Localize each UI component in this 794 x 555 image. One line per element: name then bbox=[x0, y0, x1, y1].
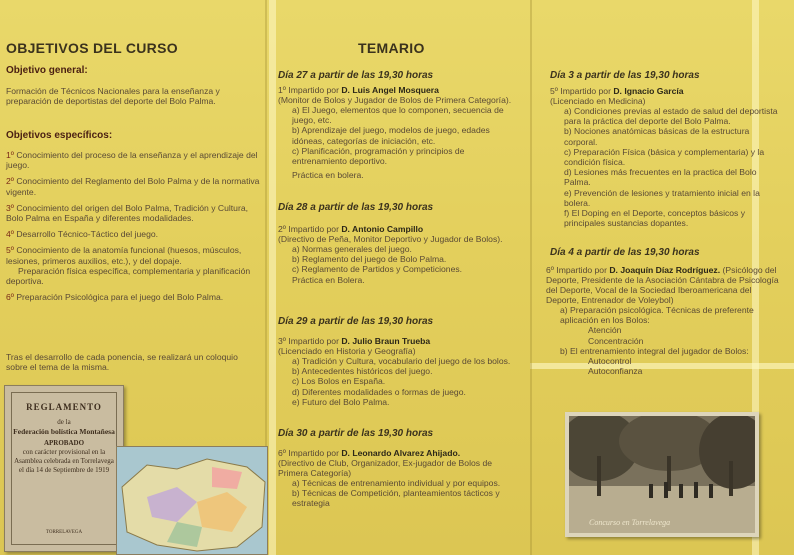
speaker-name: D. Julio Braun Trueba bbox=[341, 336, 431, 346]
speaker-name: D. Antonio Campillo bbox=[341, 224, 424, 234]
topic-list: a) Normas generales del juego. b) Reglamento del juego de Bolo Palma. c) Reglamento de Partidos y Competiciones. bbox=[292, 244, 463, 275]
topic-list: a) Preparación psicológica. Técnicas de preferente aplicación en los Bolos: Atención Concentración b) El entrenamiento integral del jugador de Bolos: Autocontrol Autoconfianza bbox=[560, 305, 754, 377]
day-heading: Día 28 a partir de las 19,30 horas bbox=[278, 202, 434, 213]
day-heading: Día 30 a partir de las 19,30 horas bbox=[278, 428, 434, 439]
day-block: 1º Impartido por D. Luis Angel Mosquera (Monitor de Bolos y Jugador de Bolos de Primera Categoría). a) El Juego, elementos que lo componen, secuencia de juego, etc. b) Aprendizaje del juego, modelos de juego, edades idóneas, categorías de iniciación, etc. c) Planificación, programación y principios de entrenamiento deportivo. Práctica en bolera. bbox=[278, 85, 518, 180]
topic-list: a) Técnicas de entrenamiento individual y por equipos. b) Técnicas de Competición, planteamientos tácticos y estrategia bbox=[292, 478, 501, 509]
closing-note: Tras el desarrollo de cada ponencia, se realizará un coloquio sobre el tema de la misma. bbox=[6, 352, 238, 373]
objective-item: 6º Preparación Psicológica para el juego del Bolo Palma. bbox=[6, 292, 224, 303]
schedule-panel-right bbox=[530, 0, 794, 555]
objective-item: 1º Conocimiento del proceso de la enseñanza y el aprendizaje del juego. bbox=[6, 150, 258, 171]
photo-caption: Concurso en Torrelavega bbox=[589, 518, 671, 527]
objectives-list bbox=[6, 150, 260, 308]
historic-bolos-photo bbox=[565, 412, 759, 537]
topic-list: a) El Juego, elementos que lo componen, secuencia de juego, etc. b) Aprendizaje del juego, modelos de juego, edades idóneas, categorías de iniciación, etc. c) Planificación, programación y principios de entrenamiento deportivo. bbox=[292, 105, 504, 167]
topic-list: a) Condiciones previas al estado de salud del deportista para la práctica del deporte del Bolo Palma. b) Nociones anatómicas básicas de la estructura corporal. c) Preparación Física (básica y complementaria) y la condición física. d) Lesiones más frecuentes en la practica del Bolo Palma. e) Prevención de lesiones y tratamiento inicial en la bolera. f) El Doping en el Deporte, conceptos básicos y principales sustancias dopantes. bbox=[564, 106, 778, 229]
day-heading: Día 29 a partir de las 19,30 horas bbox=[278, 316, 434, 327]
objective-item: 4º Desarrollo Técnico-Táctico del juego. bbox=[6, 229, 159, 240]
speaker-name: D. Joaquín Díaz Rodríguez. bbox=[609, 265, 721, 275]
day-block: 3º Impartido por D. Julio Braun Trueba (Licenciado en Historia y Geografía) a) Tradición y Cultura, vocabulario del juego de los bolos. b) Antecedentes históricos del juego. c) Los Bolos en España. d) Diferentes modalidades o formas de juego. e) Futuro del Bolo Palma. bbox=[278, 336, 518, 407]
day-heading: Día 4 a partir de las 19,30 horas bbox=[550, 247, 700, 258]
photo-illustration bbox=[569, 416, 755, 533]
objective-item: 5º Conocimiento de la anatomía funcional (huesos, músculos, lesiones, primeros auxilios, etc.), y del dopaje. Preparación física específica, complementaria y planificación deportiva. bbox=[6, 245, 251, 287]
day-block: 6º Impartido por D. Joaquín Díaz Rodríguez. (Psicólogo del Deporte, Presidente de la Asociación Cántabra de Psicología del Deporte, Vocal de la Sociedad Iberoamericana del Deporte, Entrenador de Voleybol) a) Preparación psicológica. Técnicas de preferente aplicación en los Bolos: Atención Concentración b) El entrenamiento integral del jugador de Bolos: Autocontrol Autoconfianza bbox=[546, 265, 782, 376]
objectives-panel bbox=[0, 0, 266, 555]
day-heading: Día 3 a partir de las 19,30 horas bbox=[550, 70, 700, 81]
cantabria-map-image bbox=[116, 446, 268, 555]
objectives-heading: OBJETIVOS DEL CURSO bbox=[6, 40, 178, 56]
day-block: 5º Impartido por D. Ignacio García (Licenciado en Medicina) a) Condiciones previas al estado de salud del deportista para la práctica del deporte del Bolo Palma. b) Nociones anatómicas básicas de la estructura corporal. c) Preparación Física (básica y complementaria) y la condición física. d) Lesiones más frecuentes en la practica del Bolo Palma. e) Prevención de lesiones y tratamiento inicial en la bolera. f) El Doping en el Deporte, conceptos básicos y principales sustancias dopantes. bbox=[550, 86, 782, 228]
general-objective-title: Objetivo general: bbox=[6, 65, 88, 76]
speaker-name: D. Leonardo Alvarez Ahijado. bbox=[341, 448, 461, 458]
speaker-name: D. Luis Angel Mosquera bbox=[341, 85, 439, 95]
specific-objectives-title: Objetivos específicos: bbox=[6, 130, 113, 141]
day-block: 6º Impartido por D. Leonardo Alvarez Ahijado. (Directivo de Club, Organizador, Ex-jugador de Bolos de Primera Categoría) a) Técnicas de entrenamiento individual y por equipos. b) Técnicas de Competición, planteamientos tácticos y estrategia bbox=[278, 448, 518, 509]
map-illustration bbox=[117, 447, 267, 554]
objective-item: 2º Conocimiento del Reglamento del Bolo Palma y de la normativa vigente. bbox=[6, 176, 260, 197]
topic-list: a) Tradición y Cultura, vocabulario del juego de los bolos. b) Antecedentes históricos del juego. c) Los Bolos en España. d) Diferentes modalidades o formas de juego. e) Futuro del Bolo Palma. bbox=[292, 356, 511, 407]
day-heading: Día 27 a partir de las 19,30 horas bbox=[278, 70, 434, 81]
speaker-name: D. Ignacio García bbox=[613, 86, 684, 96]
temario-heading: TEMARIO bbox=[358, 40, 425, 56]
temario-panel bbox=[266, 0, 530, 555]
reglamento-booklet-image: REGLAMENTO de la Federación bolística Montañesa APROBADO con carácter provisional en la Asamblea celebrada en Torrelavega el día 14 de Septiembre de 1919 TORRELAVEGA bbox=[4, 385, 124, 552]
objective-item: 3º Conocimiento del origen del Bolo Palma, Tradición y Cultura, Bolo Palma en España y diferentes modalidades. bbox=[6, 202, 248, 224]
day-block: 2º Impartido por D. Antonio Campillo (Directivo de Peña, Monitor Deportivo y Jugador de Bolos). a) Normas generales del juego. b) Reglamento del juego de Bolo Palma. c) Reglamento de Partidos y Competiciones. Práctica en Bolera. bbox=[278, 224, 518, 285]
general-objective-text: Formación de Técnicos Nacionales para la enseñanza y preparación de deportistas del deporte del Bolo Palma. bbox=[6, 86, 220, 107]
